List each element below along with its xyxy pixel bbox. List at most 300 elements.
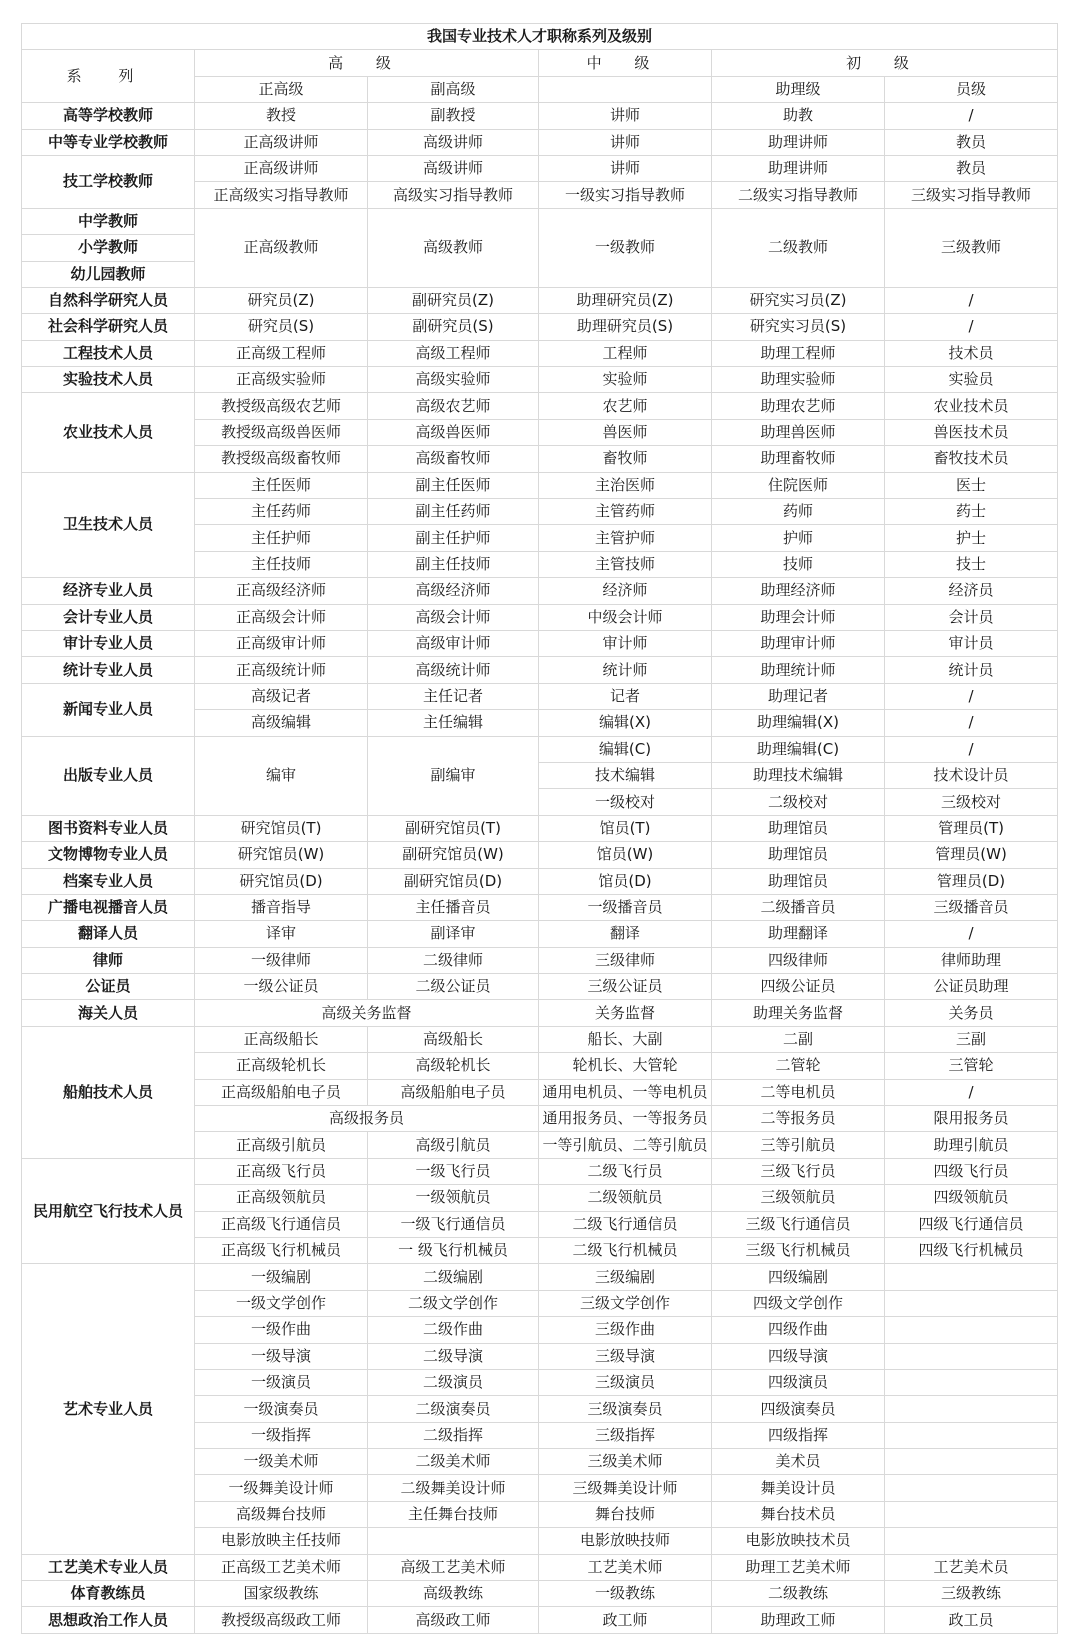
table-row — [22, 472, 1058, 498]
title-cell: 四级导演 — [712, 1343, 885, 1369]
series-cell: 船舶技术人员 — [22, 1026, 195, 1158]
title-cell — [885, 1475, 1058, 1501]
table-row — [22, 393, 1058, 419]
title-cell: 助教 — [712, 103, 885, 129]
table-row — [22, 1264, 1058, 1290]
title-cell: 一级教师 — [539, 208, 712, 287]
title-cell: 四级公证员 — [712, 974, 885, 1000]
title-cell — [885, 1343, 1058, 1369]
title-cell: 工艺美术师 — [539, 1554, 712, 1580]
title-cell: 一级飞行通信员 — [368, 1211, 539, 1237]
title-cell — [368, 1528, 539, 1554]
title-cell: 技术编辑 — [539, 762, 712, 788]
title-cell: 统计师 — [539, 657, 712, 683]
title-cell: 正高级飞行员 — [195, 1158, 368, 1184]
title-cell: 电影放映技师 — [539, 1528, 712, 1554]
title-cell: 四级飞行机械员 — [885, 1237, 1058, 1263]
series-cell: 小学教师 — [22, 235, 195, 261]
title-cell: 教授 — [195, 103, 368, 129]
title-cell: 正高级飞行通信员 — [195, 1211, 368, 1237]
title-cell: 一级导演 — [195, 1343, 368, 1369]
title-cell: 二级指挥 — [368, 1422, 539, 1448]
title-cell: 高级经济师 — [368, 578, 539, 604]
title-cell: 高级讲师 — [368, 155, 539, 181]
table-row — [22, 736, 1058, 762]
title-cell: 审计师 — [539, 630, 712, 656]
title-cell: 管理员(T) — [885, 815, 1058, 841]
title-cell: 研究馆员(D) — [195, 868, 368, 894]
series-cell: 幼儿园教师 — [22, 261, 195, 287]
title-cell: 二级教练 — [712, 1581, 885, 1607]
series-cell: 实验技术人员 — [22, 367, 195, 393]
title-cell: 三级演奏员 — [539, 1396, 712, 1422]
series-cell: 出版专业人员 — [22, 736, 195, 815]
title-cell: 高级报务员 — [195, 1106, 539, 1132]
title-cell: 翻译 — [539, 921, 712, 947]
title-cell: 高级畜牧师 — [368, 446, 539, 472]
title-cell: / — [885, 736, 1058, 762]
title-cell: 中级会计师 — [539, 604, 712, 630]
title-cell: 高级工艺美术师 — [368, 1554, 539, 1580]
title-cell: 二级作曲 — [368, 1317, 539, 1343]
title-cell: 一级文学创作 — [195, 1290, 368, 1316]
title-cell: 审计员 — [885, 630, 1058, 656]
title-cell: 四级律师 — [712, 947, 885, 973]
title-cell: 二级美术师 — [368, 1449, 539, 1475]
table-row — [22, 1000, 1058, 1026]
title-cell: 助理记者 — [712, 683, 885, 709]
title-cell — [885, 1317, 1058, 1343]
title-cell: / — [885, 103, 1058, 129]
title-cell: 通用报务员、一等报务员 — [539, 1106, 712, 1132]
title-cell: 三级校对 — [885, 789, 1058, 815]
title-cell: 统计员 — [885, 657, 1058, 683]
title-cell: 高级船长 — [368, 1026, 539, 1052]
header-intermediate: 中 级 — [539, 50, 712, 76]
series-cell: 农业技术人员 — [22, 393, 195, 472]
title-cell: 副译审 — [368, 921, 539, 947]
title-cell: 政工员 — [885, 1607, 1058, 1633]
title-cell — [885, 1290, 1058, 1316]
title-cell: 美术员 — [712, 1449, 885, 1475]
title-cell: 农艺师 — [539, 393, 712, 419]
title-cell — [885, 1369, 1058, 1395]
title-cell: 副主任护师 — [368, 525, 539, 551]
title-cell: 通用电机员、一等电机员 — [539, 1079, 712, 1105]
title-cell: 三级飞行机械员 — [712, 1237, 885, 1263]
table-row — [22, 974, 1058, 1000]
title-cell: 管理员(D) — [885, 868, 1058, 894]
series-cell: 民用航空飞行技术人员 — [22, 1158, 195, 1264]
title-cell: 一级演奏员 — [195, 1396, 368, 1422]
title-cell: 助理会计师 — [712, 604, 885, 630]
title-cell: 四级编剧 — [712, 1264, 885, 1290]
title-cell: 编审 — [195, 736, 368, 815]
title-cell: 副研究馆员(W) — [368, 842, 539, 868]
header-full-senior: 正高级 — [195, 76, 368, 102]
title-cell: 三级指挥 — [539, 1422, 712, 1448]
title-cell: 一级实习指导教师 — [539, 182, 712, 208]
title-cell: 高级审计师 — [368, 630, 539, 656]
table-row — [22, 578, 1058, 604]
title-cell: 助理馆员 — [712, 815, 885, 841]
title-cell: 三级舞美设计师 — [539, 1475, 712, 1501]
title-cell: 舞台技术员 — [712, 1501, 885, 1527]
series-cell: 高等学校教师 — [22, 103, 195, 129]
header-senior: 高 级 — [195, 50, 539, 76]
title-cell: 二级教师 — [712, 208, 885, 287]
title-cell: 助理馆员 — [712, 868, 885, 894]
title-cell: 馆员(T) — [539, 815, 712, 841]
title-cell: 工程师 — [539, 340, 712, 366]
title-cell: 二级飞行机械员 — [539, 1237, 712, 1263]
title-cell: 四级演员 — [712, 1369, 885, 1395]
title-cell: 研究馆员(W) — [195, 842, 368, 868]
title-cell: 三级公证员 — [539, 974, 712, 1000]
title-cell: 助理讲师 — [712, 129, 885, 155]
title-cell: 电影放映主任技师 — [195, 1528, 368, 1554]
title-cell: 一级编剧 — [195, 1264, 368, 1290]
series-cell: 思想政治工作人员 — [22, 1607, 195, 1633]
title-cell: 助理农艺师 — [712, 393, 885, 419]
title-cell: 会计员 — [885, 604, 1058, 630]
title-cell: 三级飞行通信员 — [712, 1211, 885, 1237]
title-cell: 副研究员(Z) — [368, 287, 539, 313]
title-cell: 助理关务监督 — [712, 1000, 885, 1026]
table-row — [22, 921, 1058, 947]
title-cell: 正高级讲师 — [195, 129, 368, 155]
title-cell: 副研究馆员(T) — [368, 815, 539, 841]
series-cell: 图书资料专业人员 — [22, 815, 195, 841]
title-cell: 主任药师 — [195, 499, 368, 525]
title-cell: 正高级领航员 — [195, 1185, 368, 1211]
title-cell: 正高级实验师 — [195, 367, 368, 393]
table-row — [22, 367, 1058, 393]
series-cell: 体育教练员 — [22, 1581, 195, 1607]
header-associate-senior: 副高级 — [368, 76, 539, 102]
title-cell: 高级轮机长 — [368, 1053, 539, 1079]
title-cell: 助理统计师 — [712, 657, 885, 683]
title-cell: 船长、大副 — [539, 1026, 712, 1052]
table-row — [22, 683, 1058, 709]
title-cell: 农业技术员 — [885, 393, 1058, 419]
title-cell: 四级飞行通信员 — [885, 1211, 1058, 1237]
title-cell: 二级飞行员 — [539, 1158, 712, 1184]
title-cell: 正高级统计师 — [195, 657, 368, 683]
title-cell: 助理工程师 — [712, 340, 885, 366]
title-cell: 主任记者 — [368, 683, 539, 709]
title-cell: 教授级高级畜牧师 — [195, 446, 368, 472]
series-cell: 新闻专业人员 — [22, 683, 195, 736]
title-cell: 经济员 — [885, 578, 1058, 604]
table-row — [22, 103, 1058, 129]
title-cell: 高级会计师 — [368, 604, 539, 630]
title-cell: 三等引航员 — [712, 1132, 885, 1158]
title-cell: 二副 — [712, 1026, 885, 1052]
title-cell: 高级实习指导教师 — [368, 182, 539, 208]
title-cell: 助理馆员 — [712, 842, 885, 868]
title-cell: 二等报务员 — [712, 1106, 885, 1132]
title-cell: 二级校对 — [712, 789, 885, 815]
title-cell: 助理兽医师 — [712, 419, 885, 445]
title-cell: 正高级船长 — [195, 1026, 368, 1052]
title-cell: 兽医技术员 — [885, 419, 1058, 445]
title-cell: 馆员(D) — [539, 868, 712, 894]
title-cell: 高级舞台技师 — [195, 1501, 368, 1527]
title-cell: / — [885, 921, 1058, 947]
series-cell: 翻译人员 — [22, 921, 195, 947]
series-cell: 广播电视播音人员 — [22, 894, 195, 920]
title-cell: 主任舞台技师 — [368, 1501, 539, 1527]
title-cell: 医士 — [885, 472, 1058, 498]
series-cell: 工程技术人员 — [22, 340, 195, 366]
title-cell: 研究馆员(T) — [195, 815, 368, 841]
title-cell: 二级飞行通信员 — [539, 1211, 712, 1237]
title-cell: 限用报务员 — [885, 1106, 1058, 1132]
title-cell: 讲师 — [539, 103, 712, 129]
title-cell: / — [885, 314, 1058, 340]
title-cell: 高级政工师 — [368, 1607, 539, 1633]
title-cell: 正高级会计师 — [195, 604, 368, 630]
title-cell: 副研究员(S) — [368, 314, 539, 340]
title-cell: 四级文学创作 — [712, 1290, 885, 1316]
table-row — [22, 868, 1058, 894]
title-cell: 研究实习员(S) — [712, 314, 885, 340]
title-cell: 一级飞行员 — [368, 1158, 539, 1184]
table-row — [22, 314, 1058, 340]
title-cell: 正高级讲师 — [195, 155, 368, 181]
title-cell: 助理技术编辑 — [712, 762, 885, 788]
title-cell: 正高级船舶电子员 — [195, 1079, 368, 1105]
table-row — [22, 1554, 1058, 1580]
table-row — [22, 208, 1058, 234]
table-row — [22, 155, 1058, 181]
title-cell: 助理翻译 — [712, 921, 885, 947]
title-cell: 实验师 — [539, 367, 712, 393]
title-cell: 三副 — [885, 1026, 1058, 1052]
title-cell: 教授级高级农艺师 — [195, 393, 368, 419]
title-cell: / — [885, 710, 1058, 736]
title-cell: 教员 — [885, 155, 1058, 181]
series-cell: 卫生技术人员 — [22, 472, 195, 578]
title-cell: 一 级飞行机械员 — [368, 1237, 539, 1263]
title-cell: 四级作曲 — [712, 1317, 885, 1343]
table-row — [22, 842, 1058, 868]
title-cell: / — [885, 1079, 1058, 1105]
title-cell: 高级兽医师 — [368, 419, 539, 445]
title-cell: 三级律师 — [539, 947, 712, 973]
title-cell: 一级领航员 — [368, 1185, 539, 1211]
title-cell: 高级统计师 — [368, 657, 539, 683]
series-cell: 海关人员 — [22, 1000, 195, 1026]
table-row — [22, 630, 1058, 656]
title-cell: 主管技师 — [539, 551, 712, 577]
table-row — [22, 287, 1058, 313]
header-intermediate-level — [539, 76, 712, 102]
title-cell: 助理讲师 — [712, 155, 885, 181]
title-cell: 二级导演 — [368, 1343, 539, 1369]
title-cell: 一等引航员、二等引航员 — [539, 1132, 712, 1158]
title-cell: / — [885, 683, 1058, 709]
title-cell: 关务员 — [885, 1000, 1058, 1026]
title-cell: 副研究馆员(D) — [368, 868, 539, 894]
title-cell: 正高级引航员 — [195, 1132, 368, 1158]
title-cell: 助理审计师 — [712, 630, 885, 656]
title-cell: 编辑(C) — [539, 736, 712, 762]
title-cell: 高级工程师 — [368, 340, 539, 366]
title-cell: 一级舞美设计师 — [195, 1475, 368, 1501]
title-cell — [885, 1396, 1058, 1422]
title-cell: 三级教练 — [885, 1581, 1058, 1607]
title-cell: 正高级飞行机械员 — [195, 1237, 368, 1263]
title-cell: 三级教师 — [885, 208, 1058, 287]
title-cell: 兽医师 — [539, 419, 712, 445]
series-cell: 统计专业人员 — [22, 657, 195, 683]
title-cell: 高级教练 — [368, 1581, 539, 1607]
title-cell: 二管轮 — [712, 1053, 885, 1079]
series-cell: 自然科学研究人员 — [22, 287, 195, 313]
title-cell: 三级播音员 — [885, 894, 1058, 920]
title-cell: 关务监督 — [539, 1000, 712, 1026]
title-cell: 四级演奏员 — [712, 1396, 885, 1422]
title-cell: 管理员(W) — [885, 842, 1058, 868]
title-cell: 副主任医师 — [368, 472, 539, 498]
title-cell: 三级作曲 — [539, 1317, 712, 1343]
series-cell: 中等专业学校教师 — [22, 129, 195, 155]
series-header: 系 列 — [22, 50, 195, 103]
title-cell: 一级校对 — [539, 789, 712, 815]
table-row — [22, 815, 1058, 841]
title-cell: 二级领航员 — [539, 1185, 712, 1211]
title-cell: 正高级教师 — [195, 208, 368, 287]
title-cell: 教授级高级兽医师 — [195, 419, 368, 445]
series-cell: 技工学校教师 — [22, 155, 195, 208]
title-cell: 二级演奏员 — [368, 1396, 539, 1422]
title-cell — [885, 1528, 1058, 1554]
title-cell: 高级农艺师 — [368, 393, 539, 419]
title-cell: 助理经济师 — [712, 578, 885, 604]
title-cell: 记者 — [539, 683, 712, 709]
title-cell: 馆员(W) — [539, 842, 712, 868]
title-cell: 教员 — [885, 129, 1058, 155]
title-cell: 讲师 — [539, 129, 712, 155]
title-cell: 技术设计员 — [885, 762, 1058, 788]
table-row — [22, 1607, 1058, 1633]
title-cell: 律师助理 — [885, 947, 1058, 973]
title-cell: 副教授 — [368, 103, 539, 129]
series-cell: 档案专业人员 — [22, 868, 195, 894]
title-cell: 讲师 — [539, 155, 712, 181]
title-cell: 工艺美术员 — [885, 1554, 1058, 1580]
title-cell: 助理实验师 — [712, 367, 885, 393]
title-cell: 主任护师 — [195, 525, 368, 551]
table-row — [22, 894, 1058, 920]
table-title: 我国专业技术人才职称系列及级别 — [22, 24, 1058, 50]
title-cell: 四级飞行员 — [885, 1158, 1058, 1184]
table-row — [22, 1581, 1058, 1607]
title-cell — [885, 1449, 1058, 1475]
title-cell: 一级指挥 — [195, 1422, 368, 1448]
title-cell: 护师 — [712, 525, 885, 551]
title-cell: 副主任技师 — [368, 551, 539, 577]
title-cell: 二级编剧 — [368, 1264, 539, 1290]
title-cell: 主管护师 — [539, 525, 712, 551]
series-cell: 中学教师 — [22, 208, 195, 234]
title-cell: 高级记者 — [195, 683, 368, 709]
series-cell: 文物博物专业人员 — [22, 842, 195, 868]
title-cell: 正高级工程师 — [195, 340, 368, 366]
title-cell: 技术员 — [885, 340, 1058, 366]
title-cell: 四级领航员 — [885, 1185, 1058, 1211]
title-cell: 二级舞美设计师 — [368, 1475, 539, 1501]
title-cell: 国家级教练 — [195, 1581, 368, 1607]
title-cell: 教授级高级政工师 — [195, 1607, 368, 1633]
series-cell: 社会科学研究人员 — [22, 314, 195, 340]
title-cell: 畜牧师 — [539, 446, 712, 472]
title-cell: 二级公证员 — [368, 974, 539, 1000]
title-cell: 主治医师 — [539, 472, 712, 498]
header-clerk: 员级 — [885, 76, 1058, 102]
title-cell: 助理编辑(X) — [712, 710, 885, 736]
title-cell: 主管药师 — [539, 499, 712, 525]
title-cell: 高级讲师 — [368, 129, 539, 155]
title-cell: 公证员助理 — [885, 974, 1058, 1000]
title-row — [22, 24, 1058, 50]
title-cell: 二级律师 — [368, 947, 539, 973]
table-row — [22, 129, 1058, 155]
title-cell: 三级飞行员 — [712, 1158, 885, 1184]
title-cell: 三级美术师 — [539, 1449, 712, 1475]
title-cell: 舞美设计员 — [712, 1475, 885, 1501]
title-cell: 畜牧技术员 — [885, 446, 1058, 472]
title-cell: 二级播音员 — [712, 894, 885, 920]
table-row — [22, 604, 1058, 630]
title-cell: 高级编辑 — [195, 710, 368, 736]
title-cell: 助理研究员(Z) — [539, 287, 712, 313]
title-cell: 正高级经济师 — [195, 578, 368, 604]
title-cell: 助理编辑(C) — [712, 736, 885, 762]
title-cell: 二等电机员 — [712, 1079, 885, 1105]
title-cell: 一级律师 — [195, 947, 368, 973]
table-row — [22, 657, 1058, 683]
title-cell: 技士 — [885, 551, 1058, 577]
title-cell: 主任医师 — [195, 472, 368, 498]
title-cell: 播音指导 — [195, 894, 368, 920]
table-row — [22, 947, 1058, 973]
title-cell: 正高级工艺美术师 — [195, 1554, 368, 1580]
title-cell: 住院医师 — [712, 472, 885, 498]
title-cell: 一级美术师 — [195, 1449, 368, 1475]
title-cell — [885, 1501, 1058, 1527]
title-cell: 四级指挥 — [712, 1422, 885, 1448]
title-cell: 一级公证员 — [195, 974, 368, 1000]
header-group-row — [22, 50, 1058, 76]
title-series-table — [21, 23, 1058, 1634]
table-row — [22, 340, 1058, 366]
title-cell: 技师 — [712, 551, 885, 577]
title-cell — [885, 1422, 1058, 1448]
series-cell: 工艺美术专业人员 — [22, 1554, 195, 1580]
header-assistant: 助理级 — [712, 76, 885, 102]
title-cell: 三级演员 — [539, 1369, 712, 1395]
title-cell: 高级船舶电子员 — [368, 1079, 539, 1105]
header-junior: 初 级 — [712, 50, 1058, 76]
title-cell: 药士 — [885, 499, 1058, 525]
title-cell: 三级领航员 — [712, 1185, 885, 1211]
title-cell: 正高级实习指导教师 — [195, 182, 368, 208]
title-cell: 助理引航员 — [885, 1132, 1058, 1158]
title-cell: 一级演员 — [195, 1369, 368, 1395]
